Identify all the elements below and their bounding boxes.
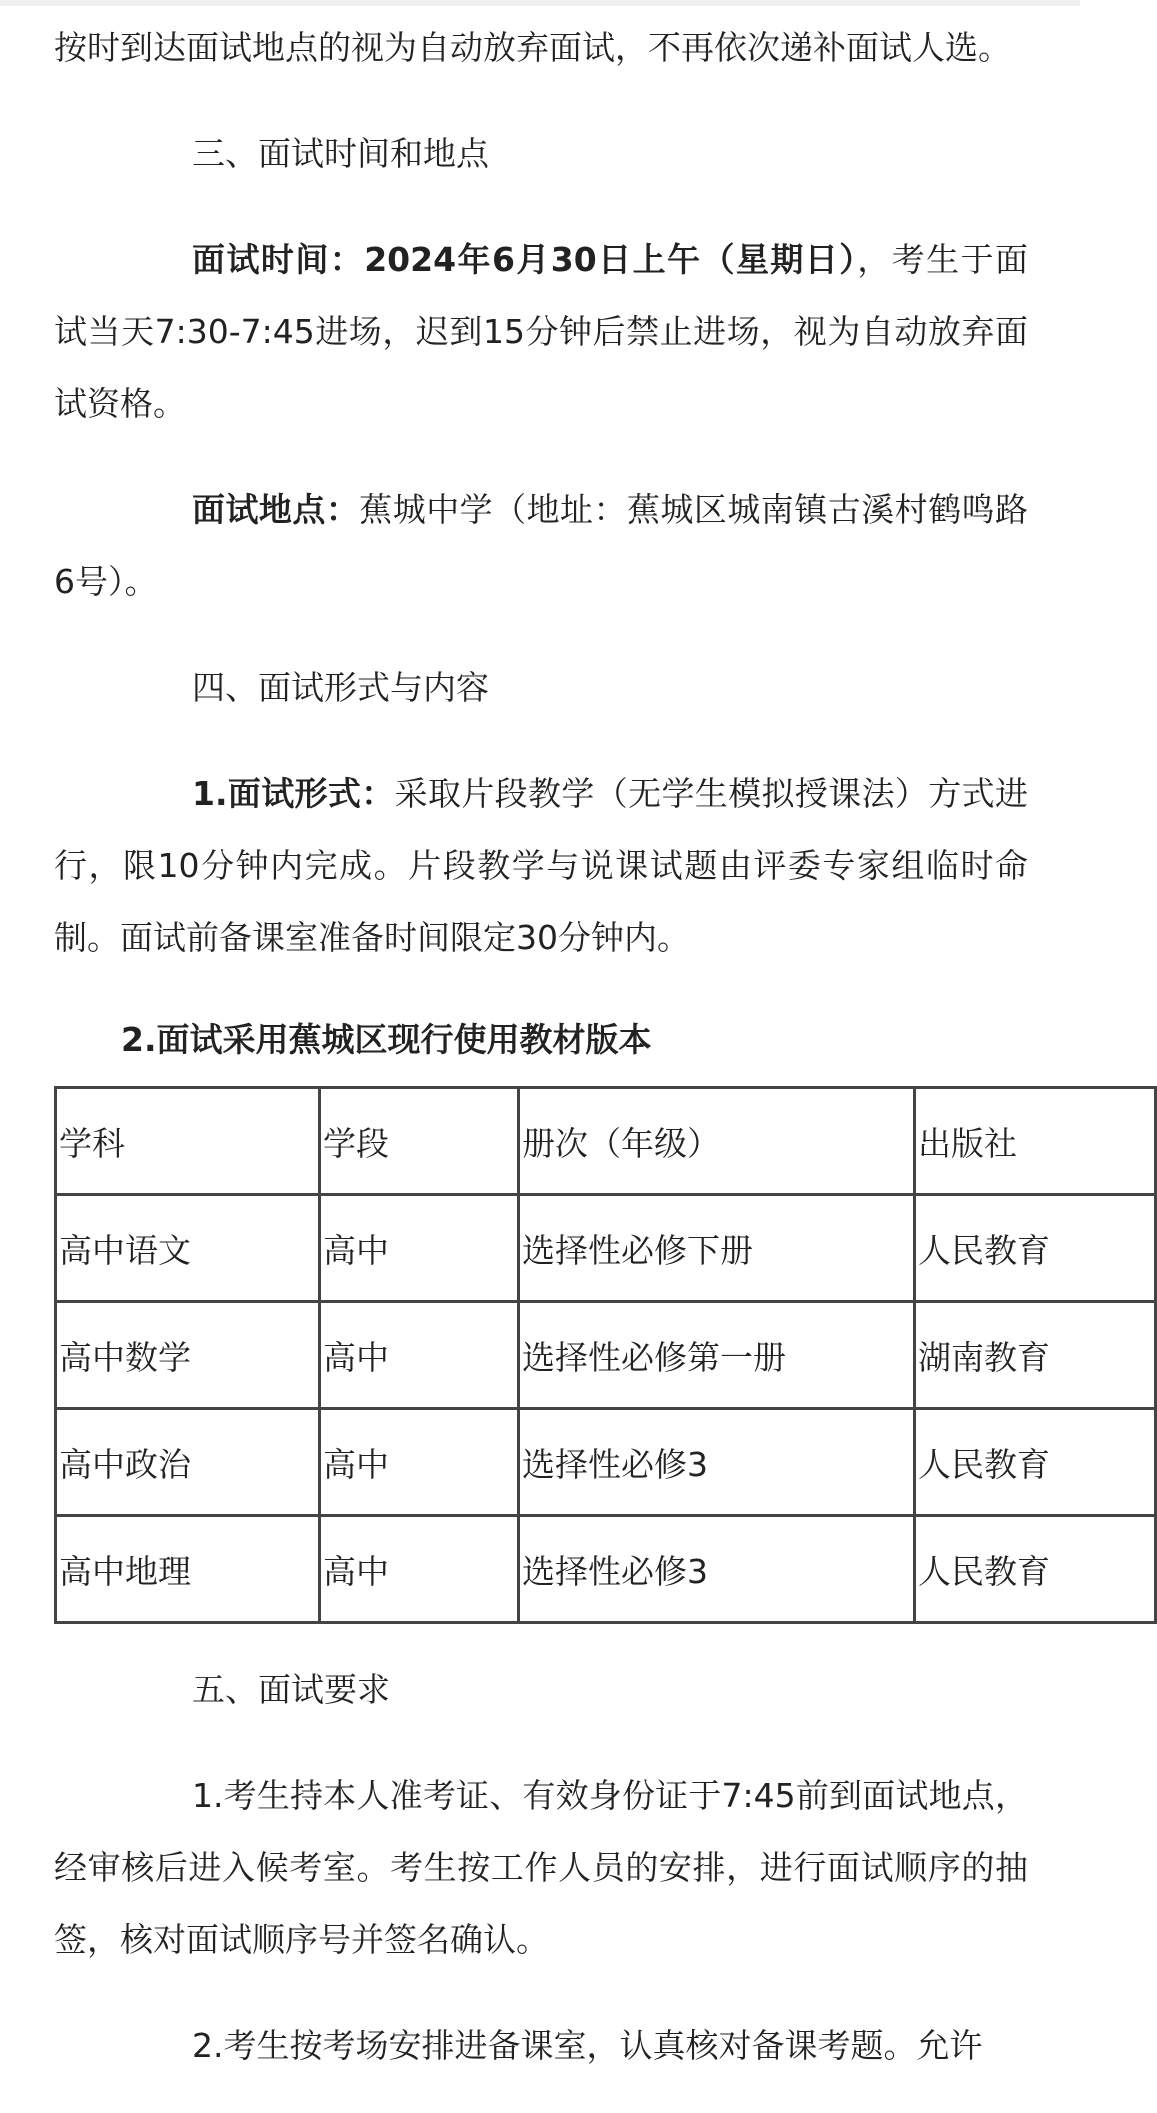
table-cell: 选择性必修3	[519, 1516, 915, 1623]
table-header-row	[56, 1088, 1156, 1195]
interview-form-text: 采取片段教学（无学生模拟授课法）方式进行，限10分钟内完成。片段教学与说课试题由评委专家组临时命制。面试前备课室准备时间限定30分钟内。	[54, 774, 1029, 957]
paragraph-absence-notice: 按时到达面试地点的视为自动放弃面试，不再依次递补面试人选。	[54, 28, 1011, 67]
textbook-heading: 2.面试采用蕉城区现行使用教材版本	[121, 1020, 652, 1059]
table-cell: 人民教育	[915, 1409, 1156, 1516]
article-body	[54, 0, 1050, 2082]
table-cell: 高中	[320, 1409, 519, 1516]
interview-place-label: 面试地点：	[192, 490, 360, 529]
table-row	[56, 1516, 1156, 1623]
section-heading-form-content: 四、面试形式与内容	[192, 668, 489, 707]
table-header-cell: 册次（年级）	[519, 1088, 915, 1195]
table-cell: 人民教育	[915, 1516, 1156, 1623]
table-row	[56, 1409, 1156, 1516]
textbook-table	[54, 1086, 1157, 1624]
textbook-table-container[interactable]	[54, 1086, 1050, 1624]
table-cell: 人民教育	[915, 1195, 1156, 1302]
table-cell: 高中数学	[56, 1302, 320, 1409]
table-cell: 高中政治	[56, 1409, 320, 1516]
table-cell: 湖南教育	[915, 1302, 1156, 1409]
interview-time-text: ，考生于面试当天7:30-7:45进场，迟到15分钟后禁止进场，视为自动放弃面试资格。	[54, 240, 1029, 423]
paragraph-interview-time	[54, 224, 1028, 440]
paragraph-requirement-2: 2.考生按考场安排进备课室，认真核对备课考题。允许	[192, 2026, 983, 2065]
paragraph-requirement-1: 1.考生持本人准考证、有效身份证于7:45前到面试地点，经审核后进入候考室。考生按工作人员的安排，进行面试顺序的抽签，核对面试顺序号并签名确认。	[54, 1776, 1028, 1959]
table-cell: 高中地理	[56, 1516, 320, 1623]
section-heading-requirements: 五、面试要求	[192, 1670, 390, 1709]
table-header-cell: 学科	[56, 1088, 320, 1195]
interview-time-label: 面试时间：2024年6月30日上午（星期日）	[192, 240, 858, 279]
table-cell: 选择性必修下册	[519, 1195, 915, 1302]
table-cell: 选择性必修3	[519, 1409, 915, 1516]
table-cell: 选择性必修第一册	[519, 1302, 915, 1409]
table-cell: 高中	[320, 1516, 519, 1623]
table-cell: 高中	[320, 1302, 519, 1409]
table-header-cell: 出版社	[915, 1088, 1156, 1195]
interview-place-text: 蕉城中学（地址：蕉城区城南镇古溪村鹤鸣路6号）。	[54, 490, 1029, 601]
paragraph-interview-place	[54, 474, 1028, 618]
table-cell: 高中语文	[56, 1195, 320, 1302]
section-heading-time-place: 三、面试时间和地点	[192, 134, 489, 173]
table-header-cell: 学段	[320, 1088, 519, 1195]
paragraph-interview-form	[54, 758, 1028, 974]
interview-form-label: 1.面试形式：	[192, 774, 395, 813]
table-row	[56, 1195, 1156, 1302]
table-cell: 高中	[320, 1195, 519, 1302]
table-row	[56, 1302, 1156, 1409]
